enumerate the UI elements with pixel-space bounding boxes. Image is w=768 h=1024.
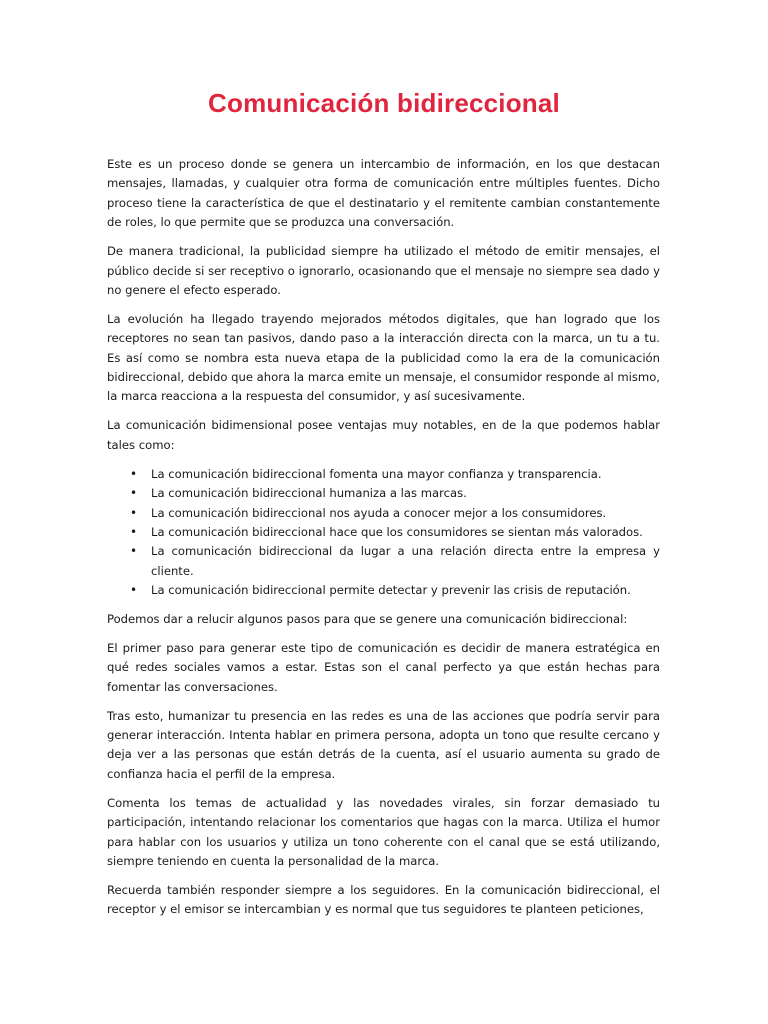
paragraph: La evolución ha llegado trayendo mejorados métodos digitales, que han logrado que los receptores no sean tan pasivos, dando paso a la interacción directa con la marca, un tu a tu. Es así como se nombra esta nueva etapa de la publicidad como la era de la comunicación bidireccional, debido que ahora la marca emite un mensaje, el consumidor responde al mismo, la marca reacciona a la respuesta del consumidor, y así sucesivamente. xyxy=(107,311,660,404)
bullet-icon: • xyxy=(130,505,138,520)
bullet-icon: • xyxy=(130,544,138,559)
bullet-icon: • xyxy=(130,583,138,598)
bullet-icon: • xyxy=(130,486,138,501)
list-item-text: La comunicación bidireccional nos ayuda a conocer mejor a los consumidores. xyxy=(151,505,607,520)
list-item xyxy=(130,484,660,503)
paragraph: Tras esto, humanizar tu presencia en las redes es una de las acciones que podría servir para generar interacción. Intenta hablar en primera persona, adopta un tono que resulte cercano y deja ver a las personas que están detrás de la cuenta, así el usuario aumenta su grado de confianza hacia el perfil de la empresa. xyxy=(107,708,660,781)
bullet-icon: • xyxy=(130,524,138,539)
list-item-text: La comunicación bidireccional permite detectar y prevenir las crisis de reputación. xyxy=(151,583,631,598)
list-item-text: La comunicación bidireccional fomenta una mayor confianza y transparencia. xyxy=(151,466,602,481)
paragraph: Comenta los temas de actualidad y las novedades virales, sin forzar demasiado tu participación, intentando relacionar los comentarios que hagas con la marca. Utiliza el humor para hablar con los usuarios y utiliza un tono coherente con el canal que se está utilizando, siempre teniendo en cuenta la personalidad de la marca. xyxy=(107,795,660,868)
advantages-list xyxy=(107,465,660,601)
list-item xyxy=(130,465,660,484)
paragraph: La comunicación bidimensional posee ventajas muy notables, en de la que podemos hablar tales como: xyxy=(107,418,660,452)
paragraph: Recuerda también responder siempre a los seguidores. En la comunicación bidireccional, el receptor y el emisor se intercambian y es normal que tus seguidores te planteen peticiones, xyxy=(107,882,660,917)
list-item-text: La comunicación bidireccional hace que los consumidores se sientan más valorados. xyxy=(151,524,643,539)
list-item xyxy=(130,504,660,523)
document-body xyxy=(107,155,660,929)
paragraph: Este es un proceso donde se genera un intercambio de información, en los que destacan mensajes, llamadas, y cualquier otra forma de comunicación entre múltiples fuentes. Dicho proceso tiene la característica de que el destinatario y el remitente cambian constantemente de roles, lo que permite que se produzca una conversación. xyxy=(107,157,660,230)
paragraph: De manera tradicional, la publicidad siempre ha utilizado el método de emitir mensajes, el público decide si ser receptivo o ignorarlo, ocasionando que el mensaje no siempre sea dado y no genere el efecto esperado. xyxy=(107,244,660,297)
bullet-icon: • xyxy=(130,466,138,481)
list-item-text: La comunicación bidireccional humaniza a las marcas. xyxy=(151,486,467,501)
list-item xyxy=(130,542,660,581)
document-title: Comunicación bidireccional xyxy=(208,88,560,118)
paragraph: El primer paso para generar este tipo de comunicación es decidir de manera estratégica en qué redes sociales vamos a estar. Estas son el canal perfecto ya que están hechas para fomentar las conversaciones. xyxy=(107,640,660,694)
list-item xyxy=(130,581,660,600)
list-item-text: La comunicación bidireccional da lugar a una relación directa entre la empresa y cliente. xyxy=(151,544,660,578)
paragraph: Podemos dar a relucir algunos pasos para que se genere una comunicación bidireccional: xyxy=(107,612,628,627)
list-item xyxy=(130,523,660,542)
